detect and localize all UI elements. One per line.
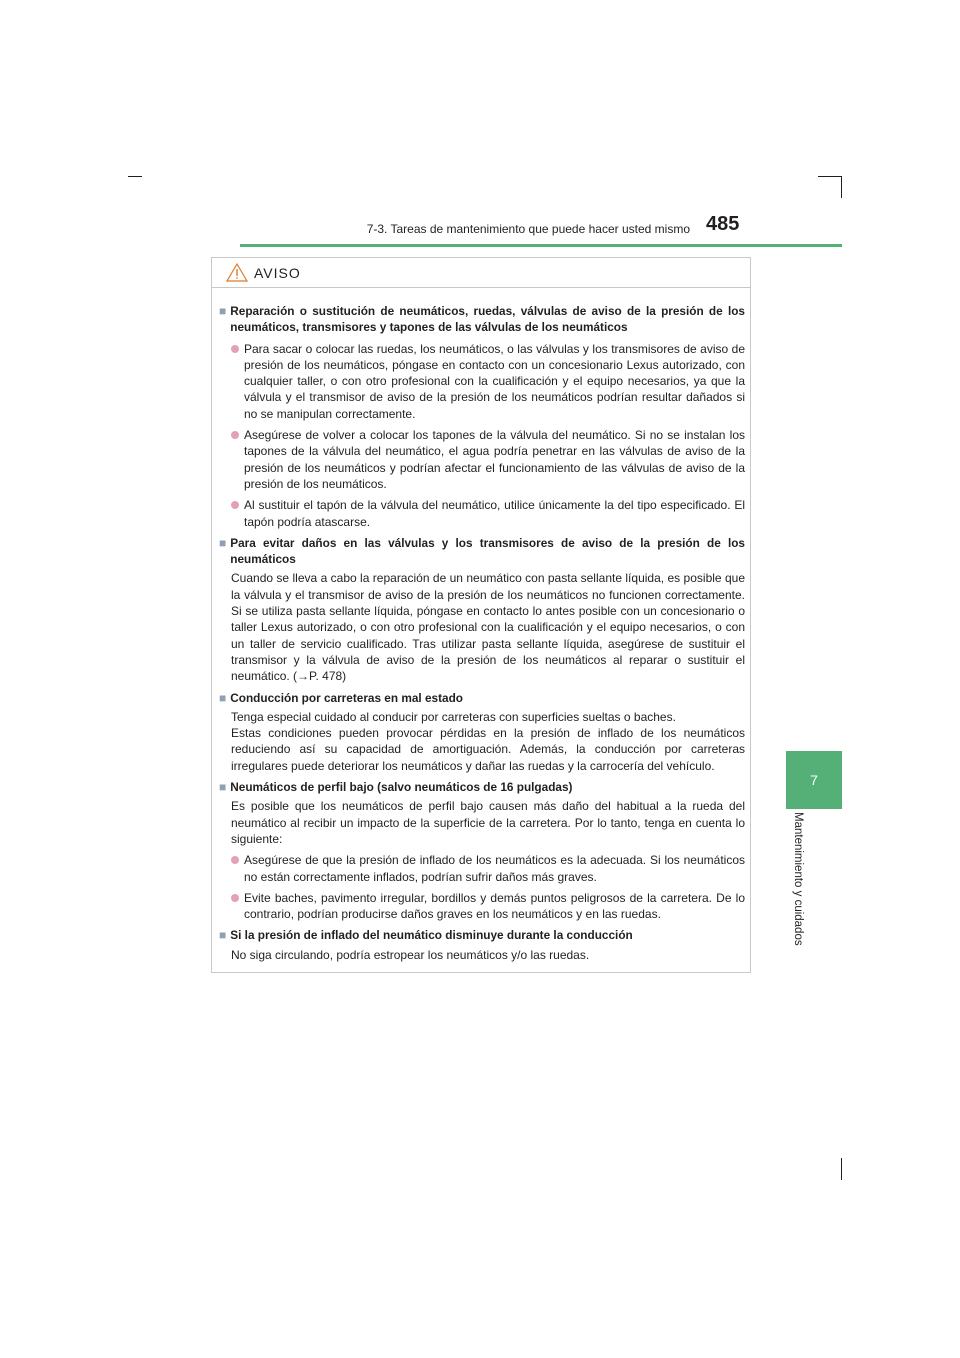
chapter-tab: 7 — [786, 751, 842, 809]
paragraph: Cuando se lleva a cabo la reparación de un neumático con pasta sellante líquida, es posible que la válvula y el transmisor de aviso de la presión de los neumáticos no funcionen correctamente. Si se utiliza pasta sellante líquida, póngase en contacto lo antes posible con un concesionario o taller Lexus autorizado, o con otro profesional con la cualificación y el equipo necesarios, o con un taller de servicio cualificado. Tras utilizar pasta sellante líquida, asegúrese de sustituir el transmisor y la válvula de aviso de la presión de los neumáticos al reparar o sustituir el neumático. (→P. 478) — [231, 571, 745, 684]
warning-triangle-icon — [226, 263, 248, 282]
square-bullet-icon: ■ — [219, 304, 227, 318]
section-heading: ■ Para evitar daños en las válvulas y los transmisores de aviso de la presión de los neumáticos — [219, 535, 745, 567]
section-title: 7-3. Tareas de mantenimiento que puede hacer usted mismo — [366, 222, 690, 236]
paragraph: Es posible que los neumáticos de perfil bajo causen más daño del habitual a la rueda del neumático al recibir un impacto de la superficie de la carretera. Por lo tanto, tenga en cuenta lo siguiente: — [231, 799, 745, 846]
section-heading: ■ Neumáticos de perfil bajo (salvo neumáticos de 16 pulgadas) — [219, 780, 573, 795]
square-bullet-icon: ■ — [219, 928, 227, 943]
warning-title: AVISO — [254, 264, 301, 281]
square-bullet-icon: ■ — [219, 780, 227, 795]
paragraph: No siga circulando, podría estropear los neumáticos y/o las ruedas. — [231, 947, 590, 962]
circle-bullet-icon — [231, 431, 239, 439]
list-item: Asegúrese de que la presión de inflado de los neumáticos es la adecuada. Si los neumáticos no están correctamente inflados, podrían sufrir daños más graves. — [219, 852, 745, 885]
warning-header — [212, 258, 750, 288]
warning-box — [211, 257, 751, 973]
list-item: Al sustituir el tapón de la válvula del neumático, utilice únicamente la del tipo especificado. El tapón podría atascarse. — [219, 497, 745, 530]
list-item: Asegúrese de volver a colocar los tapones de la válvula del neumático. Si no se instalan los tapones de la válvula del neumático, el agua podría penetrar en las válvulas de aviso de la presión de los neumáticos y podrían afectar el funcionamiento de las válvulas de aviso de la presión de los neumáticos. — [219, 427, 745, 492]
circle-bullet-icon — [231, 894, 239, 902]
square-bullet-icon: ■ — [219, 535, 227, 550]
paragraph: Tenga especial cuidado al conducir por carreteras con superficies sueltas o baches. Estas condiciones pueden provocar pérdidas en la presión de inflado de los neumáticos reduciendo así su capacidad de amortiguación. Además, la conducción por carreteras irregulares puede deteriorar los neumáticos y dañar las ruedas y la carrocería del vehículo. — [231, 709, 745, 773]
header-rule — [240, 244, 842, 247]
warning-content — [219, 298, 745, 963]
section-heading: ■ Si la presión de inflado del neumático disminuye durante la conducción — [219, 928, 633, 943]
crop-mark-top-left-h — [128, 176, 142, 177]
crop-mark-top-right-h — [818, 176, 842, 177]
chapter-label: Mantenimiento y cuidados — [792, 812, 804, 946]
section-heading: ■ Reparación o sustitución de neumáticos, ruedas, válvulas de aviso de la presión de los neumáticos, transmisores y tapones de las válvulas de los neumáticos — [219, 304, 745, 335]
crop-mark-top-right-v — [841, 176, 842, 198]
crop-mark-bottom-right-v — [841, 1158, 842, 1180]
list-item: Evite baches, pavimento irregular, bordillos y demás puntos peligrosos de la carretera. De lo contrario, podrían producirse daños graves en los neumáticos y en las ruedas. — [219, 890, 745, 923]
list-item: Para sacar o colocar las ruedas, los neumáticos, o las válvulas y los transmisores de aviso de presión de los neumáticos, póngase en contacto con un concesionario Lexus autorizado, con cualquier taller, o con otro profesional con la cualificación y el equipo necesarios, ya que la válvula y el transmisor de aviso de la presión de los neumáticos podrían resultar dañados si no se manipulan correctamente. — [219, 341, 745, 422]
section-heading: ■ Conducción por carreteras en mal estado — [219, 690, 463, 705]
circle-bullet-icon — [231, 501, 239, 509]
circle-bullet-icon — [231, 345, 239, 353]
square-bullet-icon: ■ — [219, 690, 227, 705]
circle-bullet-icon — [231, 856, 239, 864]
page-number: 485 — [706, 213, 740, 235]
